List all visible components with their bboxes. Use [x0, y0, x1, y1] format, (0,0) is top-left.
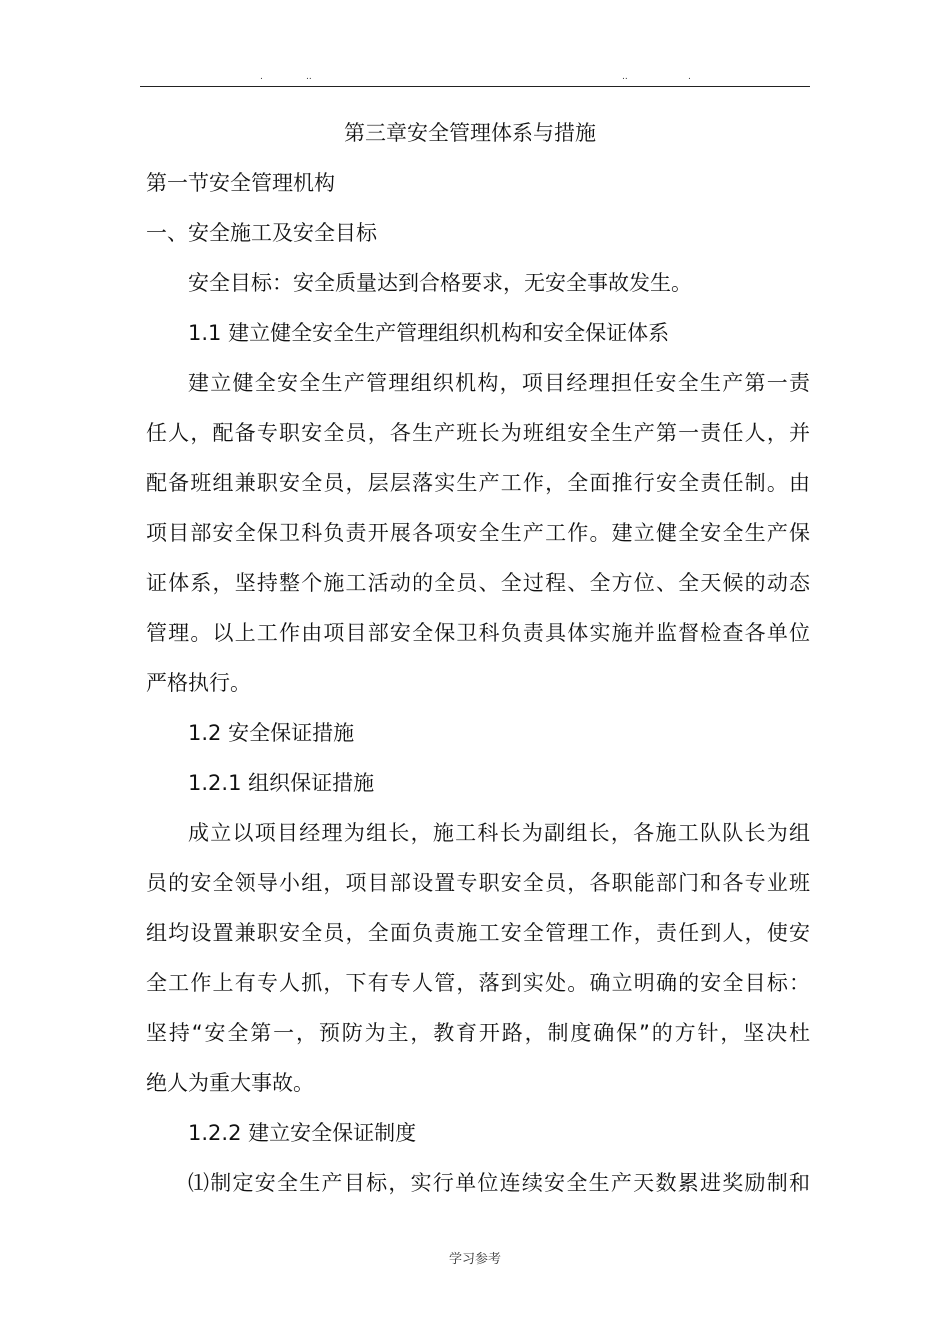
paragraph-line: ⑴制定安全生产目标，实行单位连续安全生产天数累进奖励制和: [188, 1171, 810, 1195]
paragraph-line: 严格执行。: [146, 671, 251, 695]
paragraph-line: 组均设置兼职安全员，全面负责施工安全管理工作，责任到人，使安: [146, 921, 810, 945]
document-body: [146, 108, 810, 1208]
header-mark: .: [688, 72, 691, 82]
header-mark: ..: [306, 72, 312, 82]
chapter-title: 第三章安全管理体系与措施: [344, 121, 596, 145]
paragraph-line: 管理。以上工作由项目部安全保卫科负责具体实施并监督检查各单位: [146, 621, 810, 645]
paragraph-line: 绝人为重大事故。: [146, 1071, 314, 1095]
paragraph-line: 成立以项目经理为组长，施工科长为副组长，各施工队队长为组: [188, 821, 810, 845]
safety-goal: 安全目标：安全质量达到合格要求，无安全事故发生。: [188, 271, 692, 295]
heading-1-2-1: 1.2.1 组织保证措施: [188, 771, 375, 795]
page-footer: 学习参考: [448, 1252, 501, 1267]
paragraph-line: 任人，配备专职安全员，各生产班长为班组安全生产第一责任人，并: [146, 421, 810, 445]
header-mark: .: [260, 72, 263, 82]
header-rule: [140, 86, 810, 87]
heading-1-1: 1.1 建立健全安全生产管理组织机构和安全保证体系: [188, 321, 670, 345]
paragraph-line: 建立健全安全生产管理组织机构，项目经理担任安全生产第一责: [188, 371, 810, 395]
header-mark: ..: [622, 72, 628, 82]
paragraph-line: 坚持“安全第一，预防为主，教育开路，制度确保”的方针，坚决杜: [146, 1021, 810, 1045]
heading-1-2-2: 1.2.2 建立安全保证制度: [188, 1121, 417, 1145]
paragraph-line: 证体系，坚持整个施工活动的全员、全过程、全方位、全天候的动态: [146, 571, 810, 595]
header-marks: [140, 72, 810, 86]
heading-1-2: 1.2 安全保证措施: [188, 721, 355, 745]
paragraph-line: 员的安全领导小组，项目部设置专职安全员，各职能部门和各专业班: [146, 871, 810, 895]
paragraph-line: 配备班组兼职安全员，层层落实生产工作，全面推行安全责任制。由: [146, 471, 810, 495]
section-title: 第一节安全管理机构: [146, 171, 335, 195]
subsection-title: 一、安全施工及安全目标: [146, 221, 377, 245]
paragraph-line: 项目部安全保卫科负责开展各项安全生产工作。建立健全安全生产保: [146, 521, 810, 545]
paragraph-line: 全工作上有专人抓，下有专人管，落到实处。确立明确的安全目标：: [146, 971, 810, 995]
